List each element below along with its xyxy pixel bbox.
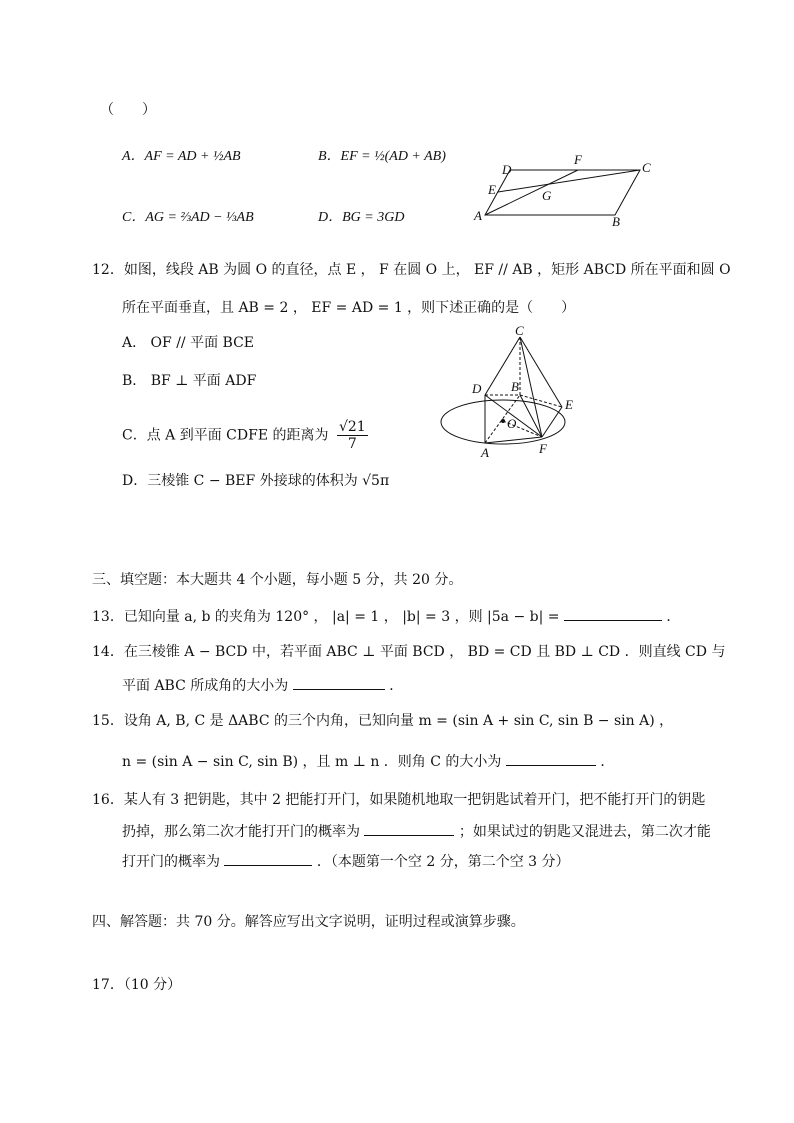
edge-af xyxy=(485,437,542,443)
fraction-denominator: 7 xyxy=(347,436,357,452)
q16-text-b: ；如果试过的钥匙又混进去，第二次才能 xyxy=(458,824,711,840)
q12-option-a: A． OF // 平面 BCE xyxy=(122,335,255,351)
q15-line-2 xyxy=(122,751,614,772)
q16-answer-blank-1[interactable] xyxy=(364,821,454,836)
section-3-heading: 三、填空题：本大题共 4 个小题，每小题 5 分，共 20 分。 xyxy=(92,572,463,588)
q13-text: 13．已知向量 a, b 的夹角为 120° ， |a| = 1 ， |b| = 3 ，则 |5a − b| = xyxy=(92,609,560,625)
edge-ef xyxy=(542,407,562,437)
distance-fraction xyxy=(337,419,368,452)
q11-option-b: B．EF = ½(AD + AB) xyxy=(318,149,446,164)
q16-answer-blank-2[interactable] xyxy=(224,851,312,866)
label-e: E xyxy=(488,182,496,197)
q11-option-c: C．AG = ⅔AD − ⅓AB xyxy=(122,210,254,225)
label-d: D xyxy=(472,381,482,396)
label-c: C xyxy=(515,325,524,338)
segment-ec xyxy=(498,170,640,192)
label-d: D xyxy=(502,162,512,177)
q16-text-c: 打开门的概率为 xyxy=(122,854,220,870)
q12-line-2: 所在平面垂直，且 AB = 2 ， EF = AD = 1 ，则下述正确的是（ ） xyxy=(122,300,576,316)
fraction-numerator: √21 xyxy=(338,419,366,435)
q13-answer-blank[interactable] xyxy=(564,606,662,621)
label-a: A xyxy=(481,445,489,460)
q15-text: n = (sin A − sin C, sin B) ，且 m ⊥ n ．则角 C 的大小为 xyxy=(122,754,502,770)
q16-line-1: 16．某人有 3 把钥匙，其中 2 把能打开门，如果随机地取一把钥匙试着开门，把不能打开门的钥匙 xyxy=(92,792,706,808)
q12-option-d: D．三棱锥 C − BEF 外接球的体积为 √5π xyxy=(122,473,390,489)
label-a: A xyxy=(474,208,482,223)
q15-answer-blank[interactable] xyxy=(506,751,596,766)
q11-option-a: A．AF = AD + ½AB xyxy=(122,149,241,164)
label-b: B xyxy=(612,214,620,229)
solid-figure xyxy=(435,325,585,465)
q13 xyxy=(92,606,680,627)
q12-option-b: B． BF ⊥ 平面 ADF xyxy=(122,373,257,389)
q14-line-1: 14．在三棱锥 A − BCD 中，若平面 ABC ⊥ 平面 BCD ， BD = CD 且 BD ⊥ CD ．则直线 CD 与 xyxy=(92,644,726,660)
label-f: F xyxy=(574,152,582,167)
label-b: B xyxy=(511,379,519,394)
q16-text-a: 扔掉，那么第二次才能打开门的概率为 xyxy=(122,824,360,840)
section-4-heading: 四、解答题：共 70 分。解答应写出文字说明，证明过程或演算步骤。 xyxy=(92,914,525,930)
q14-answer-blank[interactable] xyxy=(293,675,385,690)
label-e: E xyxy=(565,397,573,412)
q16-text-d: ．（本题第一个空 2 分，第二个空 3 分） xyxy=(316,854,570,870)
label-f: F xyxy=(539,441,547,456)
edge-cf xyxy=(520,337,542,437)
edge-bf xyxy=(520,395,542,437)
q11-paren: （ ） xyxy=(100,102,156,118)
q15-end: ． xyxy=(600,754,615,770)
q16-line-2 xyxy=(122,821,711,842)
label-c: C xyxy=(642,160,651,175)
q14-text: 平面 ABC 所成角的大小为 xyxy=(122,678,289,694)
q15-line-1: 15．设角 A, B, C 是 ΔABC 的三个内角，已知向量 m = (sin A + sin C, sin B − sin A) ， xyxy=(92,713,674,729)
q12-option-c xyxy=(122,419,368,452)
label-g: G xyxy=(542,188,552,203)
q12-line-1: 12．如图，线段 AB 为圆 O 的直径，点 E ， F 在圆 O 上， EF // AB ，矩形 ABCD 所在平面和圆 O xyxy=(92,262,731,278)
label-o: O xyxy=(507,416,517,431)
q16-line-3 xyxy=(122,851,570,872)
q12-option-c-text: C．点 A 到平面 CDFE 的距离为 xyxy=(122,427,329,444)
parallelogram-figure xyxy=(470,150,660,230)
q17-heading: 17．（10 分） xyxy=(92,977,182,993)
segment-af xyxy=(485,170,578,215)
q11-option-d: D．BG = 3GD xyxy=(318,210,405,225)
q13-end: ． xyxy=(666,609,681,625)
q14-end: ． xyxy=(389,678,404,694)
center-point-o xyxy=(501,419,505,423)
q14-line-2 xyxy=(122,675,403,696)
